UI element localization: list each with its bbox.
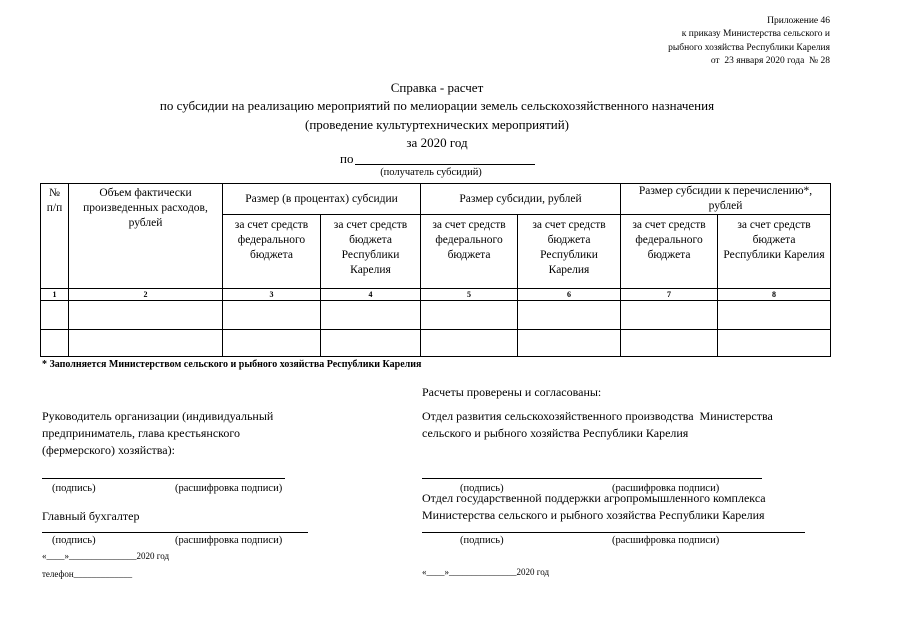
table-cell [223,330,321,357]
column-number: 4 [321,289,421,301]
column-number: 8 [718,289,831,301]
dept-development-title: Отдел развития сельскохозяйственного производства Министерства сельского и рыбного хозяйства Республики Карелия [422,409,773,440]
table-cell [621,301,718,330]
table-cell [718,301,831,330]
accountant-sign-caption: (подпись) [52,535,96,546]
column-number: 2 [69,289,223,301]
table-cell [718,330,831,357]
table-row [41,301,831,330]
col-number-header: № п/п [41,184,69,289]
subheader-percent-federal: за счет средств федерального бюджета [223,215,321,289]
subheader-amount-federal: за счет средств федерального бюджета [421,215,518,289]
document-title [0,79,874,152]
appendix-date-line: от 23 января 2020 года № 28 [710,55,830,66]
appendix-ministry-line: рыбного хозяйства Республики Карелия [668,42,830,53]
accountant-decode-caption: (расшифровка подписи) [175,535,283,546]
recipient-prefix: по [340,151,354,166]
verified-label: Расчеты проверены и согласованы: [422,385,602,399]
accountant-title: Главный бухгалтер [42,509,140,523]
table-cell [41,301,69,330]
group-amount-header: Размер субсидии, рублей [421,184,621,215]
title-main: Справка - расчет [390,80,484,95]
applicant-head-signature-line [42,478,285,479]
table-header-row [41,184,831,215]
applicant-phone-line: телефон_____________ [42,569,133,579]
recipient-underline [355,164,535,165]
title-period: за 2020 год [406,134,468,150]
table-cell [421,301,518,330]
column-number: 5 [421,289,518,301]
accountant-signature-line [42,532,308,533]
column-number: 1 [41,289,69,301]
appendix-note [668,15,830,68]
calculation-table [40,183,831,357]
applicant-head-title: Руководитель организации (индивидуальный предприниматель, глава крестьянского (фермерского) хозяйства): [42,409,274,457]
table-cell [621,330,718,357]
table-cell [518,330,621,357]
subheader-transfer-federal: за счет средств федерального бюджета [621,215,718,289]
column-number: 6 [518,289,621,301]
table-cell [421,330,518,357]
dept-development-signature-line [422,478,762,479]
table-cell [223,301,321,330]
column-number: 3 [223,289,321,301]
col-expenses-header: Объем фактически произведенных расходов, рублей [69,184,223,289]
table-cell [321,330,421,357]
table-cell [518,301,621,330]
table-footnote: * Заполняется Министерством сельского и рыбного хозяйства Республики Карелия [42,359,422,370]
group-percent-header: Размер (в процентах) субсидии [223,184,421,215]
dept-development-decode-caption: (расшифровка подписи) [612,483,720,494]
appendix-number: Приложение 46 [767,16,830,26]
dept-support-title: Отдел государственной поддержки агропромышленного комплекса Министерства сельского и рыбного хозяйства Республики Карелия [422,491,766,522]
subheader-amount-regional: за счет средств бюджета Республики Карелия [518,215,621,289]
approval-date-line: «____»_______________2020 год [422,567,550,577]
table-row [41,330,831,357]
title-subject: по субсидии на реализацию мероприятий по мелиорации земель сельскохозяйственного назначения [159,98,715,114]
applicant-date-line: «____»_______________2020 год [42,551,170,561]
column-number: 7 [621,289,718,301]
applicant-head-sign-caption: (подпись) [52,483,96,494]
table-cell [69,301,223,330]
applicant-head-decode-caption: (расшифровка подписи) [175,483,283,494]
dept-support-sign-caption: (подпись) [460,535,504,546]
dept-support-signature-line [422,532,805,533]
subheader-percent-regional: за счет средств бюджета Республики Карелия [321,215,421,289]
subheader-transfer-regional: за счет средств бюджета Республики Карелия [718,215,831,289]
dept-development-sign-caption: (подпись) [460,483,504,494]
table-column-numbers-row [41,289,831,301]
table-cell [41,330,69,357]
table-cell [321,301,421,330]
title-activity: (проведение культуртехнических мероприятий) [304,116,570,132]
dept-support-decode-caption: (расшифровка подписи) [612,535,720,546]
recipient-caption: (получатель субсидий) [380,167,482,178]
group-transfer-header: Размер субсидии к перечислению*, рублей [621,184,831,215]
appendix-order-line: к приказу Министерства сельского и [681,29,830,40]
table-cell [69,330,223,357]
